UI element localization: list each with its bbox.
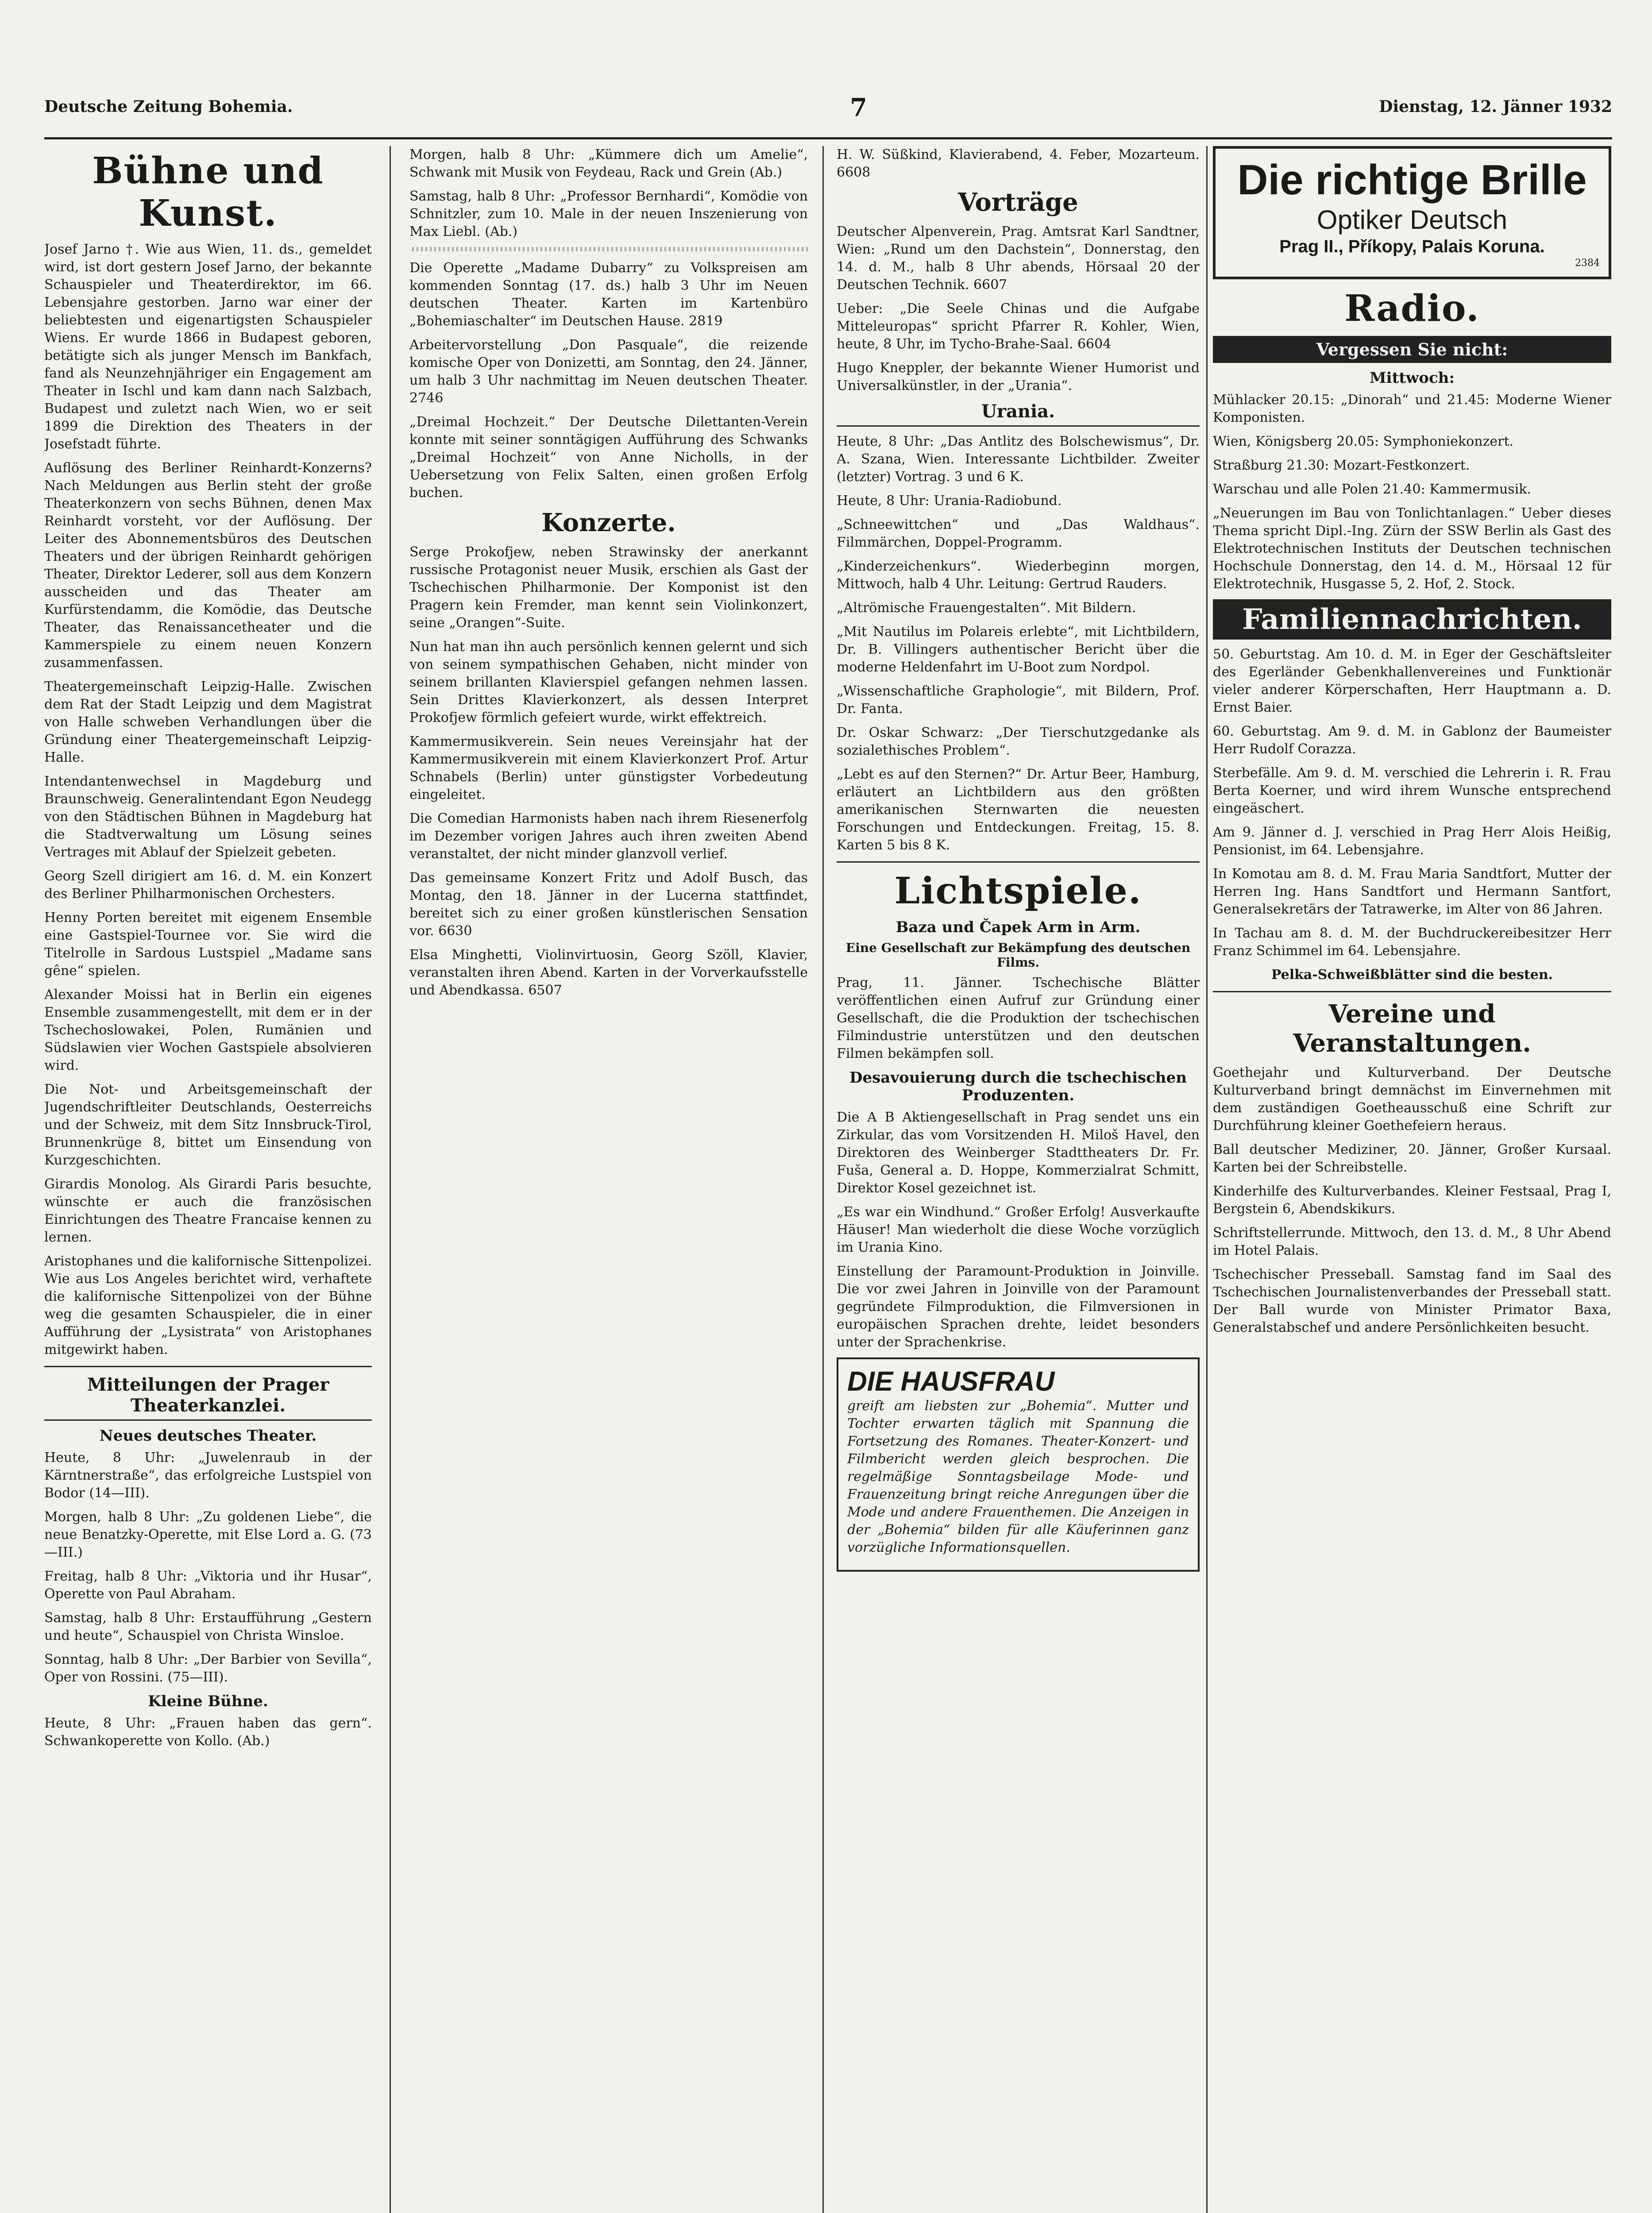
- article-paragraph: Josef Jarno †. Wie aus Wien, 11. ds., gemeldet wird, ist dort gestern Josef Jarno, der bekannte Schauspieler und Theaterdirektor, im 66. Lebensjahre gestorben. Jarno war einer der beliebtesten und eigenartigsten Schauspieler Wiens. Er wurde 1866 in Budapest geboren, betätigte sich als junger Mensch im Bankfach, fand als Neunzehnjähriger ein Engagement am Theater in Ischl und kam dann nach Salzbach, Budapest und zuletzt nach Wien, wo er seit 1899 die Direktion des Theaters in der Josefstadt führte.: [44, 242, 372, 452]
- article-paragraph: Serge Prokofjew, neben Strawinsky der anerkannt russische Protagonist neuer Musik, erschien als Gast der Tschechischen Philharmonie. Der Komponist ist den Pragern kein Fremder, man kennt sein Violinkonzert, seine „Orangen“-Suite.: [409, 544, 808, 631]
- column-3: [837, 146, 1200, 2213]
- article-paragraph: Sterbefälle. Am 9. d. M. verschied die Lehrerin i. R. Frau Berta Koerner, und wird ihrem Wunsche entsprechend eingeäschert.: [1213, 765, 1611, 816]
- article-paragraph: Theatergemeinschaft Leipzig-Halle. Zwischen dem Rat der Stadt Leipzig und dem Magistrat von Halle schweben Verhandlungen über die Gründung einer Theatergemeinschaft Leipzig-Halle.: [44, 679, 372, 765]
- article-paragraph: „Es war ein Windhund.“ Großer Erfolg! Ausverkaufte Häuser! Man wiederholt die diese Woche vorzüglich im Urania Kino.: [837, 1204, 1200, 1255]
- section-title-radio: Radio.: [1344, 287, 1480, 330]
- article-paragraph: Hugo Kneppler, der bekannte Wiener Humorist und Universalkünstler, in der „Urania“.: [837, 360, 1200, 393]
- section-title-buehne: Bühne und Kunst.: [92, 150, 324, 235]
- article-paragraph: Elsa Minghetti, Violinvirtuosin, Georg Szöll, Klavier, veranstalten ihren Abend. Karten in der Vorverkaufsstelle und Abendkassa. 6507: [409, 947, 808, 998]
- article-paragraph: Schriftstellerrunde. Mittwoch, den 13. d. M., 8 Uhr Abend im Hotel Palais.: [1213, 1225, 1611, 1258]
- radio-listing: Warschau und alle Polen 21.40: Kammermusik.: [1213, 482, 1531, 497]
- subheading: Baza und Čapek Arm in Arm.: [895, 918, 1141, 936]
- article-paragraph: Heute, 8 Uhr: Urania-Radiobund.: [837, 493, 1062, 509]
- subheading: Kleine Bühne.: [148, 1693, 268, 1710]
- article-paragraph: Georg Szell dirigiert am 16. d. M. ein Konzert des Berliner Philharmonischen Orchesters.: [44, 868, 372, 902]
- page-header: [44, 89, 1612, 139]
- article-paragraph: Henny Porten bereitet mit eigenem Ensemble eine Gastspiel-Tournee vor. Sie wird die Titelrolle in Sardous Lustspiel „Madame sans gêne“ spielen.: [44, 910, 372, 979]
- ad-company: Optiker Deutsch: [1316, 205, 1508, 235]
- radio-listing: Straßburg 21.30: Mozart-Festkonzert.: [1213, 458, 1470, 473]
- issue-date: Dienstag, 12. Jänner 1932: [1379, 97, 1612, 116]
- article-paragraph: „Kinderzeichenkurs“. Wiederbeginn morgen, Mittwoch, halb 4 Uhr. Leitung: Gertrud Rauders.: [837, 559, 1200, 592]
- article-paragraph: Freitag, halb 8 Uhr: „Viktoria und ihr Husar“, Operette von Paul Abraham.: [44, 1569, 372, 1602]
- article-paragraph: Prag, 11. Jänner. Tschechische Blätter veröffentlichen einen Aufruf zur Gründung einer Gesellschaft, die die Produktion der tschechischen Filmindustrie unterstützen und den deutschen Filmen bekämpfen soll.: [837, 975, 1200, 1061]
- article-paragraph: Kinderhilfe des Kulturverbandes. Kleiner Festsaal, Prag I, Bergstein 6, Abendskikurs.: [1213, 1184, 1611, 1217]
- article-paragraph: „Dreimal Hochzeit.“ Der Deutsche Dilettanten-Verein konnte mit seiner sonntägigen Aufführung des Schwanks „Dreimal Hochzeit“ von Anne Nicholls, in der Uebersetzung von Felix Salten, einen großen Erfolg buchen.: [409, 414, 808, 501]
- radio-listing: Wien, Königsberg 20.05: Symphoniekonzert.: [1213, 434, 1514, 449]
- article-paragraph: Die A B Aktiengesellschaft in Prag sendet uns ein Zirkular, das vom Vorsitzenden H. Miloš Havel, den Direktoren des Weinberger Stadttheaters Dr. Fr. Fuša, General a. D. Hoppe, Kommerzialrat Schmitt, Direktor Kosel gezeichnet ist.: [837, 1110, 1200, 1196]
- small-advertisement: Pelka-Schweißblätter sind die besten.: [1271, 967, 1553, 983]
- article-paragraph: „Wissenschaftliche Graphologie“, mit Bildern, Prof. Dr. Fanta.: [837, 683, 1200, 717]
- article-paragraph: In Komotau am 8. d. M. Frau Maria Sandtfort, Mutter der Herren Ing. Hans Sandtfort und Hermann Santfort, Generalsekretärs der Tatrawerke, im Alter von 86 Jahren.: [1213, 866, 1611, 917]
- article-paragraph: Die Operette „Madame Dubarry“ zu Volkspreisen am kommenden Sonntag (17. ds.) halb 3 Uhr im Neuen deutschen Theater. Karten im Kartenbüro „Bohemiaschalter“ im Deutschen Hause. 2819: [409, 260, 808, 329]
- article-paragraph: 60. Geburtstag. Am 9. d. M. in Gablonz der Baumeister Herr Rudolf Corazza.: [1213, 724, 1611, 757]
- divider: [1213, 991, 1611, 992]
- newspaper-name: Deutsche Zeitung Bohemia.: [44, 97, 293, 116]
- article-paragraph: 50. Geburtstag. Am 10. d. M. in Eger der Geschäftsleiter des Egerländer Gebenkhallenvereines und Funktionär vieler anderer Körperschaften, Herr Hauptmann a. D. Ernst Baier.: [1213, 647, 1611, 715]
- article-paragraph: Alexander Moissi hat in Berlin ein eigenes Ensemble zusammengestellt, mit dem er in der Tschechoslowakei, Polen, Rumänien und Südslawien vier Wochen Gastspiele absolvieren wird.: [44, 987, 372, 1073]
- article-paragraph: „Neuerungen im Bau von Tonlichtanlagen.“ Ueber dieses Thema spricht Dipl.-Ing. Zürn der SSW Berlin als Gast des Elektrotechnischen Instituts der Deutschen technischen Hochschule Donnerstag, den 14. d. M., Hörsaal 12 für Elektrotechnik, Husgasse 5, 2. Hof, 2. Stock.: [1213, 505, 1611, 592]
- column-1: [44, 146, 372, 2213]
- hausfrau-title: DIE HAUSFRAU: [847, 1366, 1055, 1397]
- article-paragraph: H. W. Süßkind, Klavierabend, 4. Feber, Mozarteum. 6608: [837, 147, 1200, 180]
- column-rule: [390, 146, 391, 2213]
- column-rule: [1206, 146, 1208, 2213]
- article-paragraph: „Schneewittchen“ und „Das Waldhaus“. Filmmärchen, Doppel-Programm.: [837, 517, 1200, 550]
- article-paragraph: „Altrömische Frauengestalten“. Mit Bildern.: [837, 600, 1136, 616]
- ad-number: 2384: [1575, 258, 1600, 269]
- article-paragraph: Samstag, halb 8 Uhr: „Professor Bernhardi“, Komödie von Schnitzler, zum 10. Male in der neuen Inszenierung von Max Liebl. (Ab.): [409, 189, 808, 239]
- section-title-urania: Urania.: [837, 401, 1200, 427]
- article-paragraph: Das gemeinsame Konzert Fritz und Adolf Busch, das Montag, den 18. Jänner in der Lucerna stattfindet, bereitet sich zu einer großen künstlerischen Sensation vor. 6630: [409, 870, 808, 939]
- article-paragraph: Ueber: „Die Seele Chinas und die Aufgabe Mitteleuropas“ spricht Pfarrer R. Kohler, Wien, heute, 8 Uhr, im Tycho-Brahe-Saal. 6604: [837, 301, 1200, 352]
- subheading: Neues deutsches Theater.: [99, 1427, 317, 1445]
- hausfrau-text: greift am liebsten zur „Bohemia“. Mutter und Tochter erwarten täglich mit Spannung die Fortsetzung des Romanes. Theater-Konzert- und Filmbericht werden gleich besprochen. Die regelmäßige Sonntagsbeilage Mode- und Frauenzeitung bringt reiche Anregungen über die Mode und andere Frauenthemen. Die Anzeigen in der „Bohemia“ bilden für alle Käuferinnen ganz vorzügliche Informationsquellen.: [847, 1398, 1189, 1555]
- article-paragraph: Heute, 8 Uhr: „Das Antlitz des Bolschewismus“, Dr. A. Szana, Wien. Interessante Lichtbilder. Zweiter (letzter) Vortrag. 3 und 6 K.: [837, 434, 1200, 485]
- section-title-theaterkanzlei: Mitteilungen der Prager Theaterkanzlei.: [44, 1374, 372, 1421]
- section-title-vortraege: Vorträge: [958, 188, 1078, 217]
- article-paragraph: Goethejahr und Kulturverband. Der Deutsche Kulturverband bringt demnächst im Einvernehmen mit dem zuständigen Goetheausschuß eine Schrift zur Durchführung kleiner Goethefeiern heraus.: [1213, 1065, 1611, 1133]
- article-paragraph: Nun hat man ihn auch persönlich kennen gelernt und sich von seinem sympathischen Gehaben, nicht minder von seinem brillanten Klavierspiel gefangen nehmen lassen. Sein Drittes Klavierkonzert, als dessen Interpret Prokofjew förmlich gefeiert wurde, wirkt effektreich.: [409, 639, 808, 725]
- optician-advertisement: [1213, 146, 1611, 279]
- article-paragraph: Dr. Oskar Schwarz: „Der Tierschutzgedanke als sozialethisches Problem“.: [837, 725, 1200, 758]
- article-paragraph: Heute, 8 Uhr: „Juwelenraub in der Kärntnerstraße“, das erfolgreiche Lustspiel von Bodor (14—III).: [44, 1450, 372, 1501]
- article-paragraph: Intendantenwechsel in Magdeburg und Braunschweig. Generalintendant Egon Neudegg von den Städtischen Bühnen in Magdeburg hat die Stadtverwaltung um Lösung seines Vertrages mit Ablauf der Spielzeit gebeten.: [44, 774, 372, 860]
- column-2: [409, 146, 808, 2213]
- ad-headline: Die richtige Brille: [1237, 156, 1587, 204]
- divider: [44, 1366, 372, 1367]
- article-paragraph: Die Not- und Arbeitsgemeinschaft der Jugendschriftleiter Deutschlands, Oesterreichs und der Schweiz, mit dem Sitz Innsbruck-Tirol, Brunnenkrüge 8, bittet um Einsendung von Kurzgeschichten.: [44, 1082, 372, 1168]
- section-title-konzerte: Konzerte.: [541, 508, 676, 537]
- column-4: [1213, 146, 1611, 2213]
- article-paragraph: Arbeitervorstellung „Don Pasquale“, die reizende komische Oper von Donizetti, am Sonntag, den 24. Jänner, um halb 3 Uhr nachmittag im Neuen deutschen Theater. 2746: [409, 337, 808, 406]
- article-paragraph: Tschechischer Presseball. Samstag fand im Saal des Tschechischen Journalistenverbandes der Presseball statt. Der Ball wurde von Minister Primator Baxa, Generalstabschef und andere Persönlichkeiten besucht.: [1213, 1267, 1611, 1335]
- article-paragraph: In Tachau am 8. d. M. der Buchdruckereibesitzer Herr Franz Schimmel im 64. Lebensjahre.: [1213, 925, 1611, 959]
- subheading: Desavouierung durch die tschechischen Produzenten.: [849, 1069, 1187, 1104]
- article-paragraph: Heute, 8 Uhr: „Frauen haben das gern“. Schwankoperette von Kollo. (Ab.): [44, 1716, 372, 1749]
- section-title-familiennachrichten: Familiennachrichten.: [1213, 599, 1611, 640]
- article-paragraph: Ball deutscher Mediziner, 20. Jänner, Großer Kursaal. Karten bei der Schreibstelle.: [1213, 1142, 1611, 1175]
- subheading: Mittwoch:: [1370, 369, 1455, 387]
- article-paragraph: Aristophanes und die kalifornische Sittenpolizei. Wie aus Los Angeles berichtet wird, verhaftete die kalifornische Sittenpolizei von der Bühne weg die gesamten Schauspieler, die in einer Aufführung der „Lysistrata“ von Aristophanes mitgewirkt haben.: [44, 1253, 372, 1357]
- article-paragraph: Die Comedian Harmonists haben nach ihrem Riesenerfolg im Dezember vorigen Jahres auch ihren zweiten Abend veranstaltet, der nicht minder glanzvoll verlief.: [409, 811, 808, 862]
- article-paragraph: Kammermusikverein. Sein neues Vereinsjahr hat der Kammermusikverein mit einem Klavierkonzert Prof. Artur Schnabels (Berlin) unter günstigster Vorbedeutung eingeleitet.: [409, 734, 808, 802]
- article-paragraph: Morgen, halb 8 Uhr: „Kümmere dich um Amelie“, Schwank mit Musik von Feydeau, Rack und Grein (Ab.): [409, 147, 808, 180]
- ad-address: Prag II., Příkopy, Palais Koruna.: [1279, 237, 1545, 256]
- article-paragraph: Deutscher Alpenverein, Prag. Amtsrat Karl Sandtner, Wien: „Rund um den Dachstein“, Donnerstag, den 14. d. M., halb 8 Uhr abends, Hörsaal 20 der Deutschen Technik. 6607: [837, 224, 1200, 293]
- subheading: Eine Gesellschaft zur Bekämpfung des deutschen Films.: [845, 941, 1191, 970]
- section-title-lichtspiele: Lichtspiele.: [894, 870, 1142, 912]
- divider: [409, 247, 808, 251]
- divider: [837, 861, 1200, 863]
- radio-box-heading: Vergessen Sie nicht:: [1213, 336, 1611, 363]
- article-paragraph: Sonntag, halb 8 Uhr: „Der Barbier von Sevilla“, Oper von Rossini. (75—III).: [44, 1652, 372, 1685]
- article-paragraph: Girardis Monolog. Als Girardi Paris besuchte, wünschte er auch die französischen Einrichtungen des Theatre Francaise kennen zu lernen.: [44, 1176, 372, 1245]
- article-paragraph: „Lebt es auf den Sternen?“ Dr. Artur Beer, Hamburg, erläutert an Lichtbildern aus den größten amerikanischen Sternwarten die neuesten Forschungen und Entdeckungen. Freitag, 15. 8. Karten 5 bis 8 K.: [837, 767, 1200, 853]
- column-rule: [822, 146, 824, 2213]
- hausfrau-advertisement: [837, 1357, 1200, 1572]
- article-paragraph: „Mit Nautilus im Polareis erlebte“, mit Lichtbildern, Dr. B. Villingers authentischer Bericht über die moderne Heldenfahrt im U-Boot zum Nordpol.: [837, 624, 1200, 675]
- article-paragraph: Auflösung des Berliner Reinhardt-Konzerns? Nach Meldungen aus Berlin steht der große Theaterkonzern von sechs Bühnen, denen Max Reinhardt vorsteht, vor der Auflösung. Der Leiter des Abonnementsbüros des Deutschen Theaters und der übrigen Reinhardt gehörigen Theater, Direktor Lederer, soll aus dem Konzern ausscheiden und das Theater am Kurfürstendamm, die Komödie, das Deutsche Theater, das Renaissancetheater und die Kammerspiele zu einem neuen Konzern zusammenfassen.: [44, 460, 372, 671]
- section-title-vereine: Vereine und Veranstaltungen.: [1293, 999, 1531, 1058]
- radio-listing: Mühlacker 20.15: „Dinorah“ und 21.45: Moderne Wiener Komponisten.: [1213, 392, 1611, 425]
- article-paragraph: Am 9. Jänner d. J. verschied in Prag Herr Alois Heißig, Pensionist, im 64. Lebensjahre.: [1213, 825, 1611, 858]
- page-number: 7: [850, 93, 867, 122]
- article-paragraph: Morgen, halb 8 Uhr: „Zu goldenen Liebe“, die neue Benatzky-Operette, mit Else Lord a. G. (73—III.): [44, 1509, 372, 1560]
- article-paragraph: Samstag, halb 8 Uhr: Erstaufführung „Gestern und heute“, Schauspiel von Christa Winsloe.: [44, 1610, 372, 1643]
- article-paragraph: Einstellung der Paramount-Produktion in Joinville. Die vor zwei Jahren in Joinville von der Paramount gegründete Filmproduktion, die Filmversionen in europäischen Sprachen drehte, leidet besonders unter der Sprachenkrise.: [837, 1264, 1200, 1350]
